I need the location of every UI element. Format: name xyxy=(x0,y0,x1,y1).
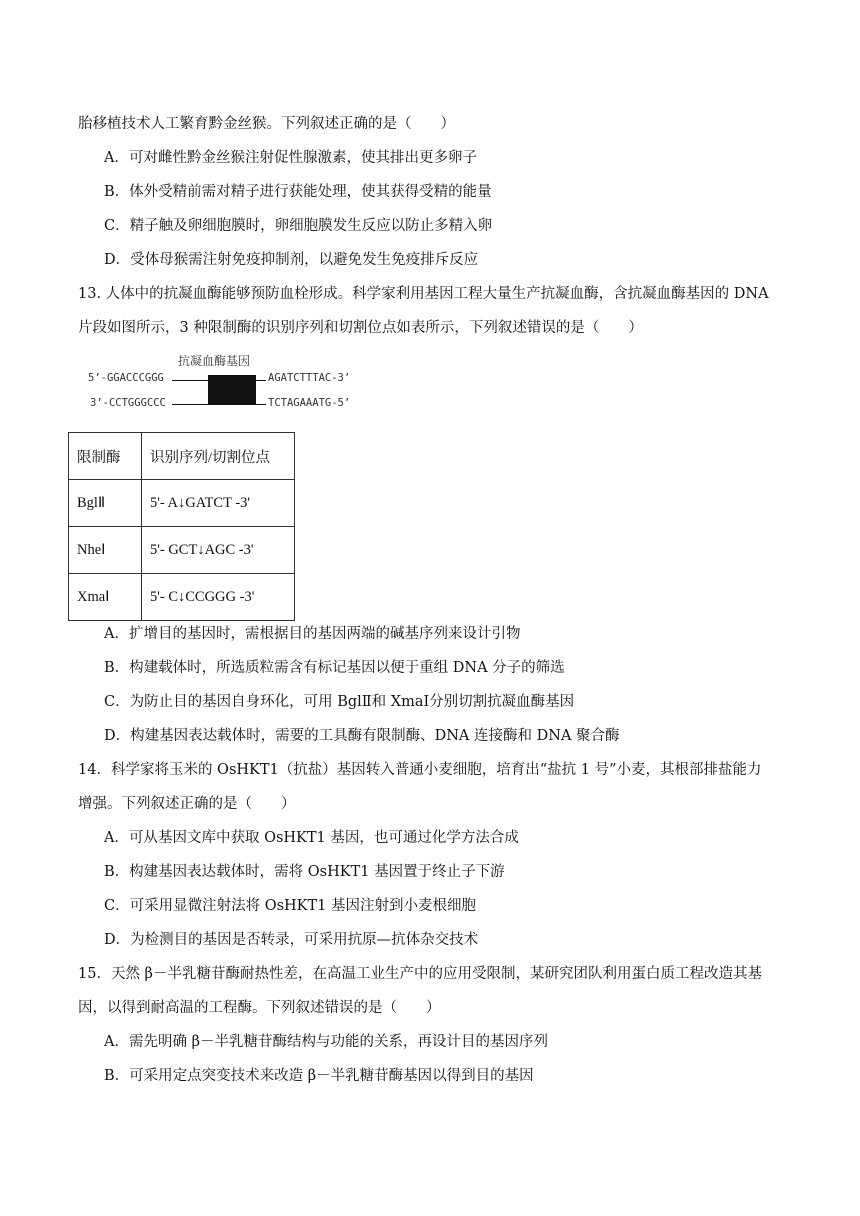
q14-stem-line2: 增强。下列叙述正确的是（ ） xyxy=(78,796,296,812)
q13-option-d: D．构建基因表达载体时，需要的工具酶有限制酶、DNA 连接酶和 DNA 聚合酶 xyxy=(104,728,620,744)
top-strand-line-right xyxy=(256,380,266,381)
q15-option-a: A．需先明确 β－半乳糖苷酶结构与功能的关系，再设计目的基因序列 xyxy=(104,1034,548,1050)
top-strand-right: AGATCTTTAC-3’ xyxy=(268,372,351,384)
q13-stem-line1: 13. 人体中的抗凝血酶能够预防血栓形成。科学家利用基因工程大量生产抗凝血酶，含抗凝血酶基因的 DNA xyxy=(78,286,769,302)
table-cell: 5'- A↓GATCT -3' xyxy=(142,480,295,527)
table-cell: XmaⅠ xyxy=(69,574,142,621)
top-strand-line-left xyxy=(172,380,208,381)
q14-option-d: D．为检测目的基因是否转录，可采用抗原—抗体杂交技术 xyxy=(104,932,479,948)
q15-stem-line2: 因，以得到耐高温的工程酶。下列叙述错误的是（ ） xyxy=(78,1000,441,1016)
enzyme-table xyxy=(68,432,295,621)
q12-option-d: D．受体母猴需注射免疫抑制剂，以避免发生免疫排斥反应 xyxy=(104,252,479,268)
gene-label: 抗凝血酶基因 xyxy=(178,354,251,368)
bottom-strand-line-right xyxy=(256,404,266,405)
table-header: 限制酶 xyxy=(69,433,142,480)
q13-option-c: C．为防止目的基因自身环化，可用 BglⅡ和 XmaⅠ分别切割抗凝血酶基因 xyxy=(104,694,575,710)
q13-stem-line2: 片段如图所示，3 种限制酶的识别序列和切割位点如表所示，下列叙述错误的是（ ） xyxy=(78,320,643,336)
table-row xyxy=(69,574,295,621)
table-cell: NheⅠ xyxy=(69,527,142,574)
q12-option-b: B．体外受精前需对精子进行获能处理，使其获得受精的能量 xyxy=(104,184,492,200)
q14-option-a: A．可从基因文库中获取 OsHKT1 基因，也可通过化学方法合成 xyxy=(104,830,519,846)
q15-stem-line1: 15．天然 β－半乳糖苷酶耐热性差，在高温工业生产中的应用受限制，某研究团队利用蛋白质工程改造其基 xyxy=(78,966,762,982)
bottom-strand-left: 3’-CCTGGGCCC xyxy=(90,397,166,409)
table-cell: 5'- GCT↓AGC -3' xyxy=(142,527,295,574)
q12-option-c: C．精子触及卵细胞膜时，卵细胞膜发生反应以防止多精入卵 xyxy=(104,218,493,234)
table-cell: BglⅡ xyxy=(69,480,142,527)
table-cell: 5'- C↓CCGGG -3' xyxy=(142,574,295,621)
q15-option-b: B．可采用定点突变技术来改造 β－半乳糖苷酶基因以得到目的基因 xyxy=(104,1068,534,1084)
q13-option-a: A．扩增目的基因时，需根据目的基因两端的碱基序列来设计引物 xyxy=(104,626,521,642)
table-row xyxy=(69,480,295,527)
q14-option-c: C．可采用显微注射法将 OsHKT1 基因注射到小麦根细胞 xyxy=(104,898,477,914)
table-header-row xyxy=(69,433,295,480)
table-row xyxy=(69,527,295,574)
table-header: 识别序列/切割位点 xyxy=(142,433,295,480)
q12-stem: 胎移植技术人工繁育黔金丝猴。下列叙述正确的是（ ） xyxy=(78,116,455,132)
top-strand-left: 5’-GGACCCGGG xyxy=(88,372,164,384)
bottom-strand-right: TCTAGAAATG-5’ xyxy=(268,397,351,409)
gene-block xyxy=(208,375,256,405)
q12-option-a: A．可对雌性黔金丝猴注射促性腺激素，使其排出更多卵子 xyxy=(104,150,477,166)
q14-stem-line1: 14．科学家将玉米的 OsHKT1（抗盐）基因转入普通小麦细胞，培育出“盐抗 1 号”小麦，其根部排盐能力 xyxy=(78,762,762,778)
q13-option-b: B．构建载体时，所选质粒需含有标记基因以便于重组 DNA 分子的筛选 xyxy=(104,660,565,676)
q14-option-b: B．构建基因表达载体时，需将 OsHKT1 基因置于终止子下游 xyxy=(104,864,505,880)
bottom-strand-line-left xyxy=(172,404,208,405)
